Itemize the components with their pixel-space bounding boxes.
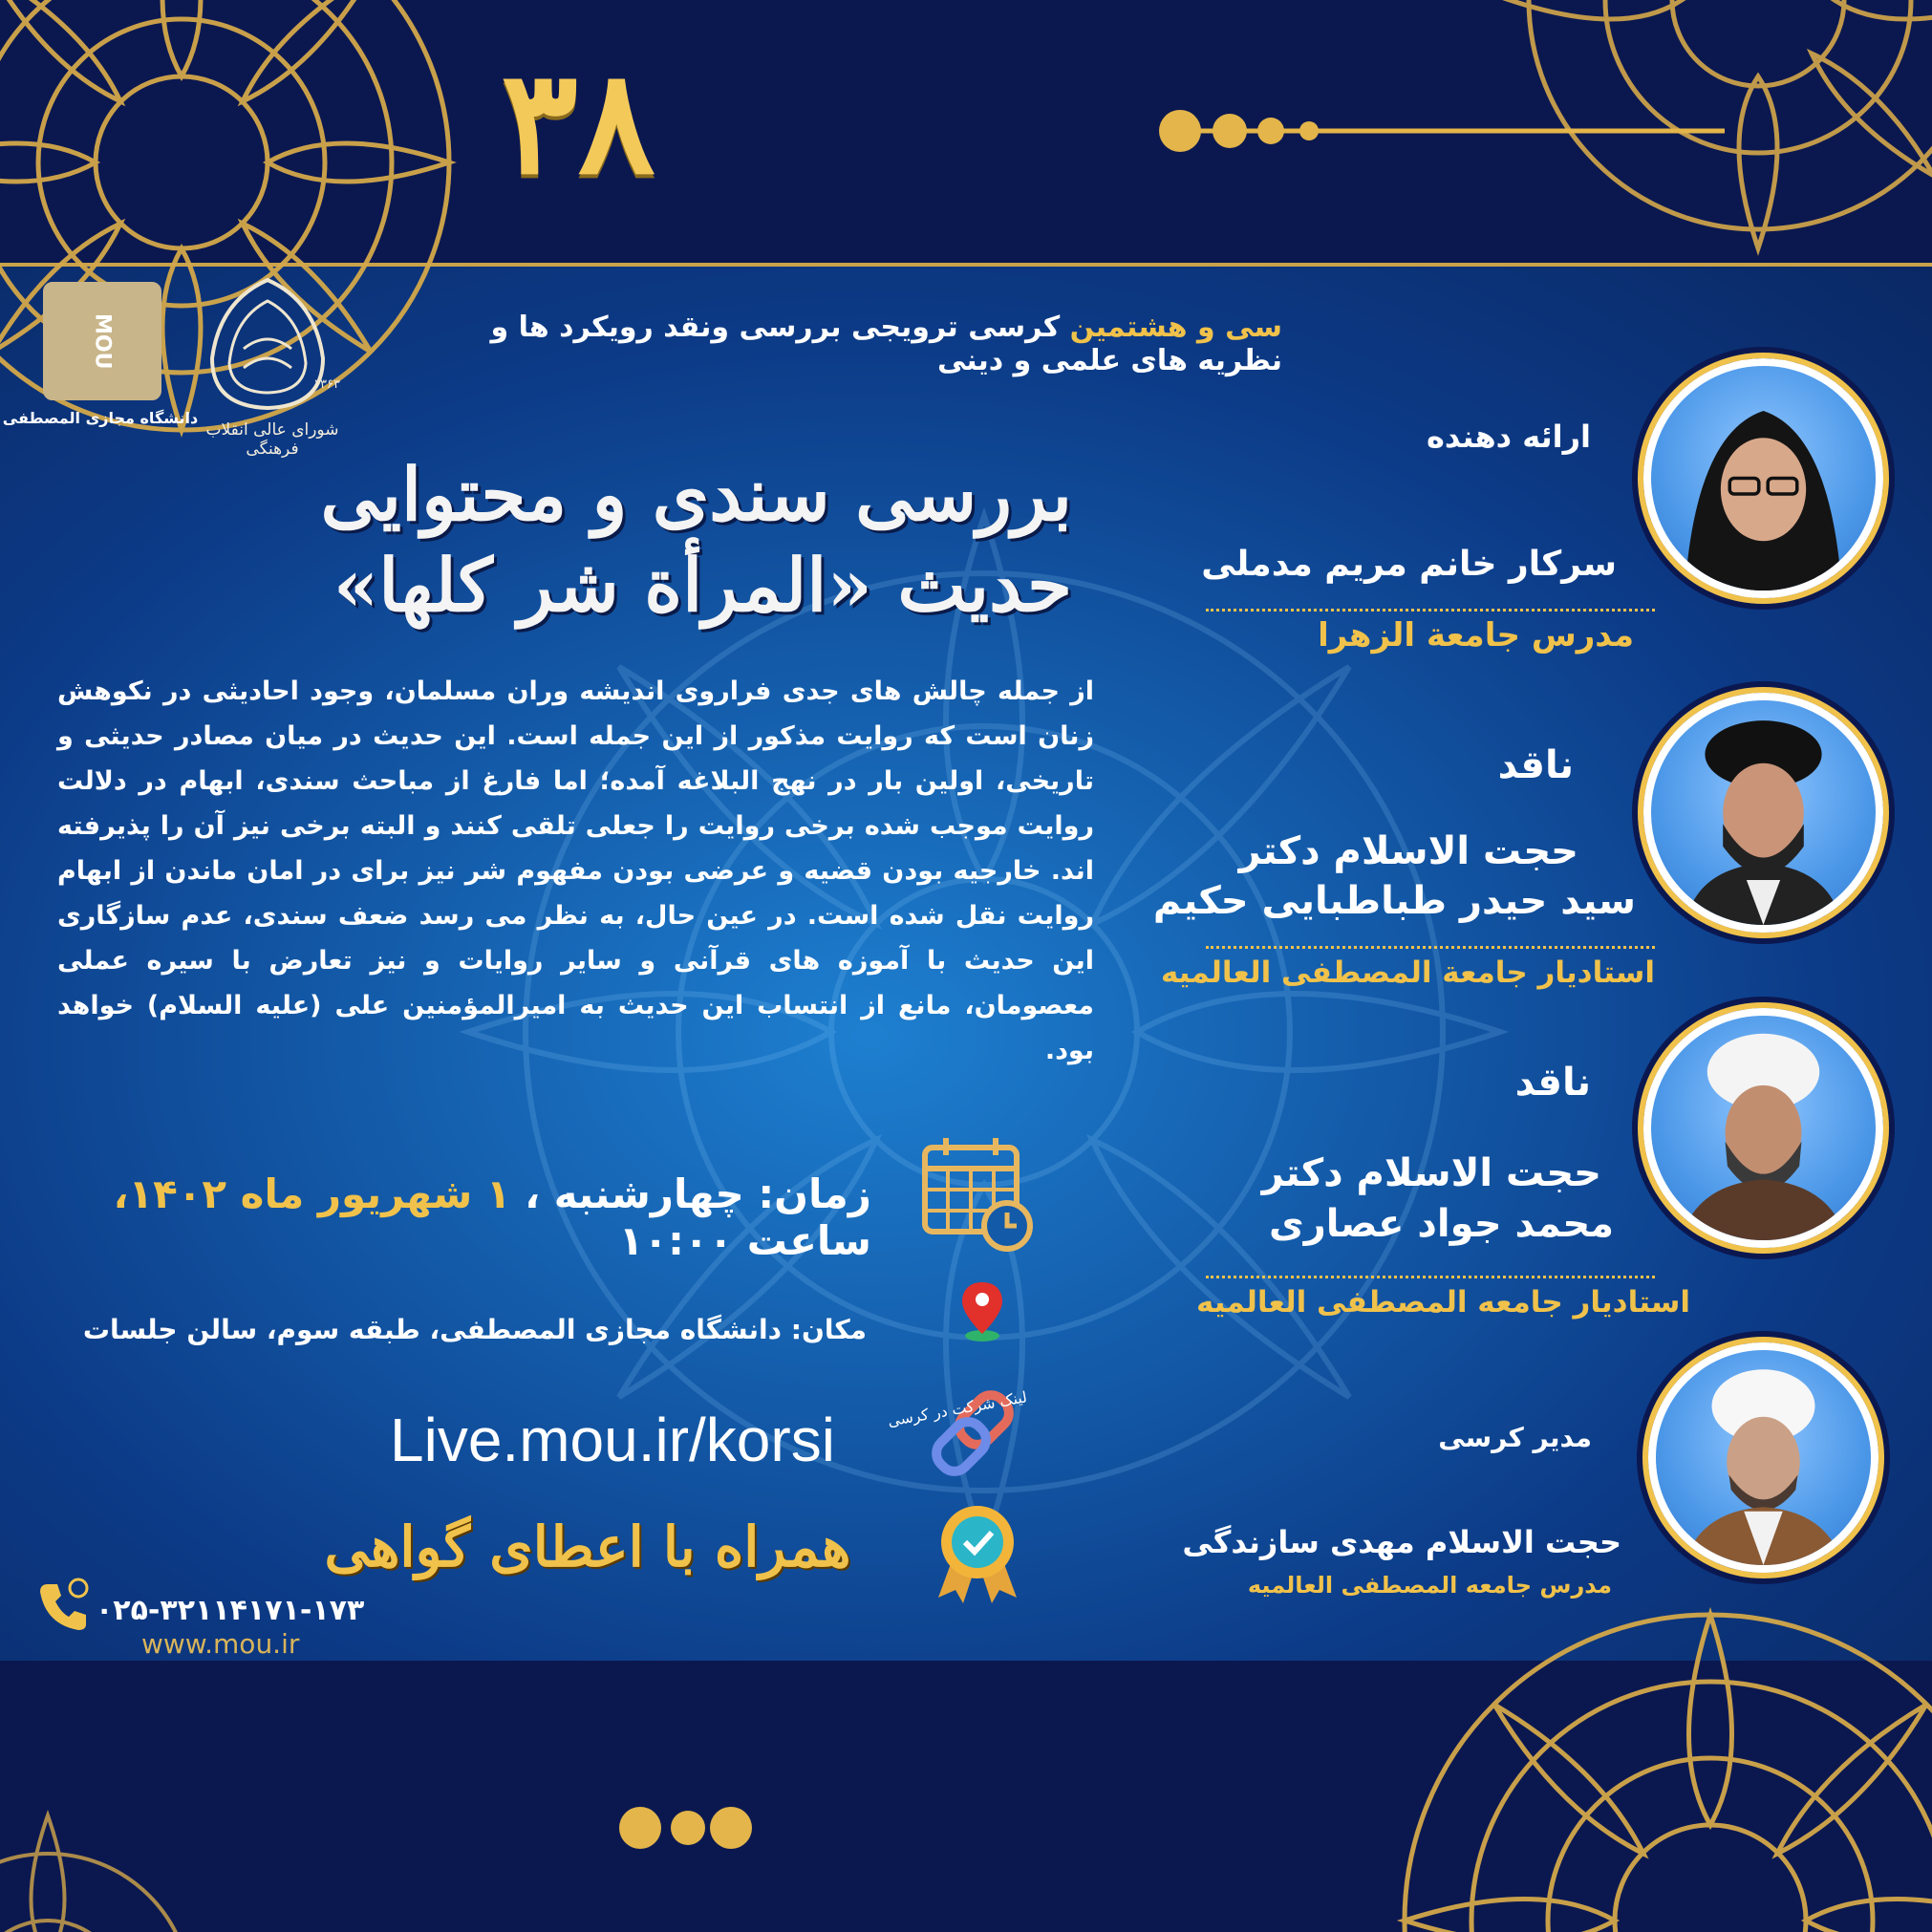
critic-2-portrait-icon — [1651, 1016, 1876, 1240]
speaker-1-role: ارائه دهنده — [1427, 419, 1591, 455]
council-year: ۱۳۶۳ — [313, 377, 340, 392]
mandala-bottom-right-ornament — [1376, 1586, 1932, 1932]
event-hour: ساعت ۱۰:۰۰ — [618, 1217, 871, 1264]
speaker-3-affiliation: استادیار جامعه المصطفی العالمیه — [1195, 1285, 1690, 1320]
website-url[interactable]: www.mou.ir — [141, 1628, 300, 1660]
time-label: زمان: — [758, 1170, 871, 1217]
lecture-title — [212, 449, 1072, 631]
series-heading — [422, 311, 1282, 377]
mandala-bottom-left-ornament — [0, 1796, 248, 1932]
speaker-4-affiliation: مدرس جامعه المصطفی العالمیه — [1247, 1572, 1612, 1599]
speaker-photo-4 — [1648, 1342, 1878, 1573]
series-ordinal: سی و هشتمین — [1069, 311, 1282, 344]
speaker-4-name: حجت الاسلام مهدی سازندگی — [1182, 1524, 1621, 1560]
speaker-2-role: ناقد — [1497, 743, 1574, 787]
gold-dots-top — [1151, 107, 1744, 155]
link-caption: لینک شرکت در کرسی — [886, 1387, 1029, 1430]
title-line-1: بررسی سندی و محتوایی — [320, 452, 1072, 537]
speaker-3-divider — [1206, 1276, 1655, 1278]
title-line-2: حدیث «المرأة شر کلها» — [333, 543, 1072, 628]
mou-logo — [43, 282, 161, 400]
mou-logo-caption: دانشگاه مجازی المصطفی — [2, 409, 199, 427]
speaker-1-name: سرکار خانم مریم مدملی — [1201, 545, 1617, 584]
mou-logo-mark: MOU — [90, 312, 115, 370]
speaker-1-affiliation: مدرس جامعة الزهرا — [1318, 616, 1634, 655]
speaker-3-role: ناقد — [1514, 1061, 1591, 1105]
speaker-2-name-line-1: حجت الاسلام دکتر — [1238, 829, 1578, 873]
council-emblem-icon — [201, 272, 334, 416]
speaker-2-name-line-2: سید حیدر طباطبایی حکیم — [1152, 879, 1636, 923]
speaker-1-divider — [1206, 609, 1655, 612]
speaker-2-affiliation: استادیار جامعة المصطفی العالمیه — [1160, 955, 1655, 990]
abstract-paragraph: از جمله چالش های جدی فراروی اندیشه وران مسلمان، وجود احادیثی در نکوهش زنان است که روایت مذکور از این جمله است. این حدیث در میان مصادر حدیثی و تاریخی، اولین بار در نهج البلاغه آمده؛ اما فارغ از مباحث سندی، ابهام در دلالت روایت موجب شده برخی روایت را جعلی تلقی کنند و البته برخی نیز آن را پذیرفته اند. خارجیه بودن قضیه و عرضی بودن مفهوم شر نیز برای در امان ماندن از ابهام روایت نقل شده است. در عین حال، به نظر می رسد ضعف سندی، عدم سازگاری این حدیث با آموزه های قرآنی و سایر روایات و نیز تعارض با سیره عملی معصومان، مانع از انتساب این حدیث به امیرالمؤمنین علی (علیه السلام) خواهد بود. — [57, 676, 1094, 1065]
live-link[interactable]: Live.mou.ir/korsi — [390, 1406, 835, 1474]
event-day: چهارشنبه ، — [525, 1170, 744, 1217]
speaker-photo-1 — [1643, 358, 1883, 598]
gold-dots-bottom — [612, 1804, 774, 1852]
event-place: مکان: دانشگاه مجازی المصطفی، طبقه سوم، سالن جلسات — [82, 1314, 867, 1345]
event-time — [11, 1170, 871, 1264]
speaker-3-name-line-1: حجت الاسلام دکتر — [1261, 1151, 1601, 1195]
certificate-note: همراه با اعطای گواهی — [324, 1514, 851, 1579]
event-date: ۱ شهریور ماه ۱۴۰۲، — [113, 1170, 511, 1217]
critic-1-portrait-icon — [1651, 700, 1876, 925]
session-number: ۳۸ — [501, 38, 655, 206]
speaker-photo-3 — [1643, 1008, 1883, 1248]
series-name: کرسی ترویجی بررسی ونقد رویکرد ها و نظریه های علمی و دینی — [490, 311, 1282, 377]
calendar-clock-icon — [919, 1132, 1034, 1252]
moderator-portrait-icon — [1656, 1350, 1871, 1565]
council-caption: شورای عالی انقلاب فرهنگی — [205, 420, 339, 459]
phone-icon — [34, 1577, 92, 1634]
speaker-photo-2 — [1643, 693, 1883, 933]
phone-number: ۰۲۵-۳۲۱۱۴۱۷۱-۱۷۳ — [96, 1594, 365, 1627]
speaker-4-role: مدیر کرسی — [1438, 1422, 1592, 1453]
speaker-2-divider — [1206, 946, 1655, 949]
speaker-3-name-line-2: محمد جواد عصاری — [1269, 1202, 1614, 1246]
presenter-portrait-icon — [1651, 366, 1876, 590]
location-pin-icon — [958, 1278, 1006, 1345]
